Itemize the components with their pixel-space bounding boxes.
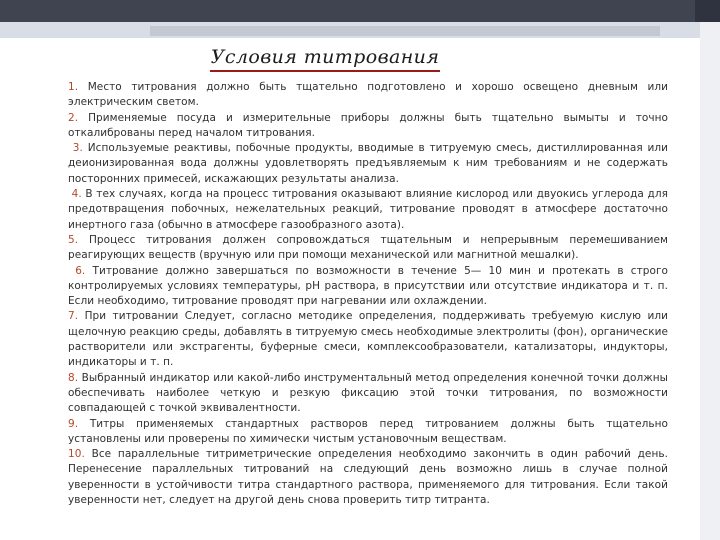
item-number: 8. (68, 371, 79, 384)
item-text: Процесс титрования должен сопровождаться тщательным и непрерывным перемешиванием реагирующих веществ (вручную или при помощи механической или магнитной мешалки). (68, 233, 668, 262)
item-number: 2. (68, 111, 79, 124)
conditions-list (68, 80, 668, 508)
list-item (68, 187, 668, 233)
list-item (68, 80, 668, 111)
item-text: Используемые реактивы, побочные продукты, вводимые в титруемую смесь, дистиллированная или деионизированная вода должны удовлетворять предъявляемым к ним требованиям и не содержать посторонних примесей, искажающих результаты анализа. (68, 142, 668, 185)
list-item (68, 447, 668, 508)
list-item (68, 264, 668, 310)
item-number: 6. (75, 264, 86, 277)
item-number: 7. (68, 310, 79, 323)
item-number: 1. (68, 81, 79, 93)
list-item (68, 233, 668, 264)
list-item (68, 111, 668, 142)
right-edge-strip (700, 22, 720, 540)
item-text: Применяемые посуда и измерительные приборы должны быть тщательно вымыты и точно откалиброваны перед началом титрования. (68, 111, 668, 139)
item-number: 5. (68, 233, 79, 246)
list-item (68, 309, 668, 370)
item-text: В тех случаях, когда на процесс титрования оказывают влияние кислород или двуокись углерода для предотвращения побочных, нежелательных реакций, титрование проводят в атмосфере достаточно инертного газа (обычно в атмосфере газообразного азота). (68, 188, 668, 231)
item-number: 10. (68, 448, 85, 461)
header-subbar-accent (150, 26, 660, 36)
title-underline (210, 70, 440, 72)
item-number: 9. (68, 417, 79, 430)
item-text: Все параллельные титриметрические определения необходимо закончить в один рабочий день. Перенесение параллельных титрований на следующий день возможно лишь в случае полной уверенности в устойчивости титра стандартного раствора, применяемого для титрования. Если такой уверенности нет, следует на другой день снова проверить титр титранта. (68, 448, 668, 507)
header-bar (0, 0, 720, 22)
list-item (68, 417, 668, 448)
item-text: При титровании Следует, согласно методике определения, поддерживать требуемую кислую или щелочную реакцию среды, добавлять в титруемую смесь необходимые электролиты (фон), органические растворители или экстрагенты, буферные смеси, комплексообразователи, катализаторы, индукторы, индикаторы и т. п. (68, 310, 668, 369)
item-number: 4. (71, 188, 82, 201)
list-item (68, 371, 668, 417)
list-item (68, 141, 668, 187)
header-bar-corner (695, 0, 720, 22)
slide-title: Условия титрования (210, 46, 440, 68)
item-text: Титрование должно завершаться по возможности в течение 5— 10 мин и протекать в строго контролируемых условиях температуры, рН раствора, в присутствии или отсутствие индикатора и т. п. Если необходимо, титрование проводят при нагревании или охлаждении. (68, 264, 669, 308)
item-text: Выбранный индикатор или какой-либо инструментальный метод определения конечной точки должны обеспечивать наиболее четкую и резкую фиксацию этой точки титрования, по возможности совпадающей с точкой эквивалентности. (68, 371, 668, 415)
item-text: Титры применяемых стандартных растворов перед титрованием должны быть тщательно установлены или проверены по химически чистым установочным веществам. (68, 417, 668, 445)
item-number: 3. (72, 142, 83, 155)
item-text: Место титрования должно быть тщательно подготовлено и хорошо освещено дневным или электрическим светом. (68, 81, 668, 109)
